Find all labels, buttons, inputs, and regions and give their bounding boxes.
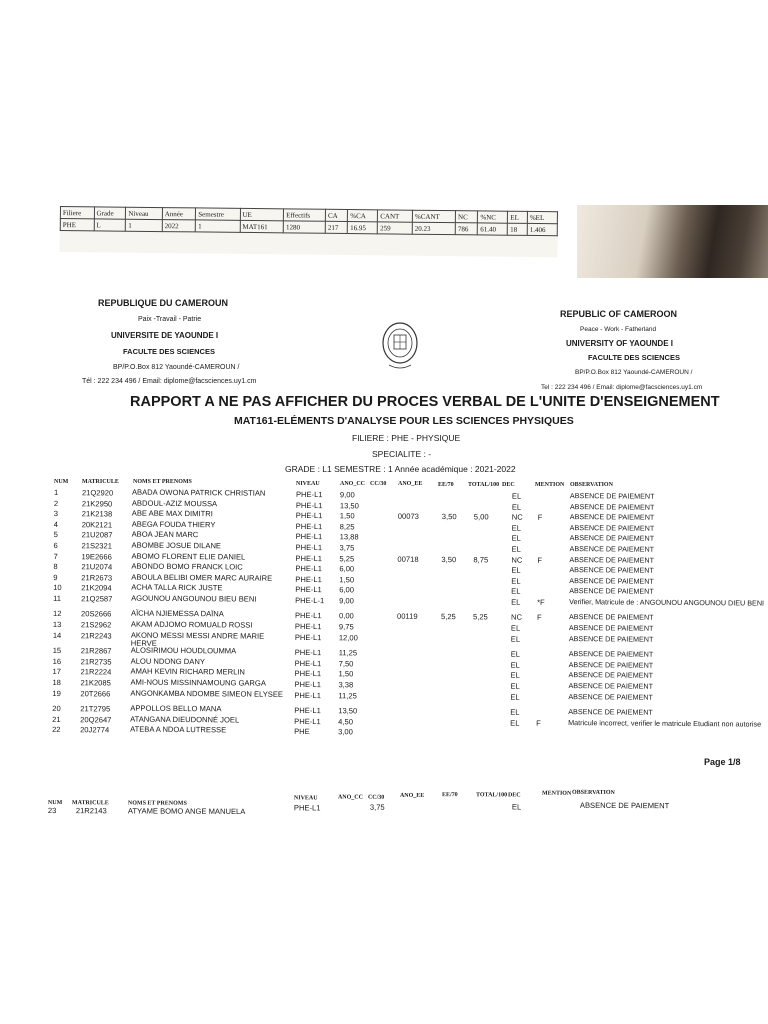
student-table [50, 488, 768, 741]
cell-name: AÏCHA NJIEMESSA DAÏNA [130, 609, 224, 619]
summary-value-cell: 18 [508, 223, 528, 235]
cell-mention: *F [537, 597, 545, 607]
cell-cc: 3,38 [338, 680, 354, 690]
summary-header-cell: Niveau [126, 207, 162, 219]
cell-dec: EL [510, 670, 520, 680]
cell-cc: 1,50 [338, 669, 354, 679]
university-seal-icon [381, 317, 419, 375]
course-title: MAT161-ELÉMENTS D'ANALYSE POUR LES SCIENCES PHYSIQUES [234, 415, 574, 427]
cell-num: 12 [52, 609, 62, 619]
col-observation-2: OBSERVATION [571, 789, 615, 796]
cell-ano-ee: 00073 [397, 511, 419, 522]
motto-en: Peace - Work - Fatherland [580, 326, 657, 333]
cell-niveau: PHE-L1 [294, 690, 322, 700]
cell-matricule: 20J2774 [80, 725, 110, 735]
col-num: NUM [54, 479, 69, 485]
cell-cc: 13,88 [339, 532, 359, 542]
col-matricule-2: MATRICULE [71, 800, 109, 807]
cell-niveau: PHE-L1 [293, 803, 321, 813]
col-dec-2: DEC [507, 792, 521, 799]
cell-num: 15 [52, 646, 62, 656]
summary-header-cell: %NC [478, 211, 508, 223]
cell-num: 3 [53, 509, 59, 519]
summary-header-cell: Année [162, 208, 196, 220]
cell-dec: EL [511, 523, 522, 533]
cell-matricule: 21K2138 [81, 509, 113, 519]
cell-num: 23 [47, 805, 57, 816]
cell-cc: 12,00 [338, 632, 358, 643]
cell-name: APPOLLOS BELLO MANA [130, 703, 222, 714]
cell-name: AKAM ADJOMO ROMUALD ROSSI [130, 619, 253, 630]
cell-cc: 4,50 [338, 716, 353, 726]
summary-value-cell: 2022 [162, 220, 196, 232]
cell-mention: F [537, 513, 543, 523]
cell-cc: 7,50 [338, 658, 354, 669]
cell-matricule: 21R2673 [81, 572, 113, 583]
cell-matricule: 21Q2587 [81, 594, 113, 604]
cell-cc: 11,25 [338, 648, 358, 658]
country-fr: REPUBLIQUE DU CAMEROUN [98, 298, 229, 308]
col-mention-2: MENTION [541, 790, 572, 797]
summary-value-cell: 217 [325, 221, 347, 233]
col-cc: CC/30 [370, 481, 387, 487]
specialite: SPECIALITE : - [372, 449, 432, 459]
cell-dec: EL [511, 576, 521, 586]
cell-niveau: PHE-L1 [294, 679, 322, 690]
cell-dec: NC [511, 555, 523, 565]
cell-cc: 1,50 [339, 575, 355, 585]
summary-value-cell: PHE [60, 219, 94, 231]
cell-cc: 13,50 [339, 500, 359, 511]
cell-num: 6 [53, 540, 58, 551]
cell-observation: ABSENCE DE PAIEMENT [568, 623, 654, 633]
cell-observation: ABSENCE DE PAIEMENT [569, 544, 655, 554]
cell-matricule: 21S2962 [80, 620, 112, 630]
country-en: REPUBLIC OF CAMEROON [560, 309, 677, 319]
cell-niveau: PHE-L1 [295, 521, 323, 531]
cell-name: ATANGANA DIEUDONNÉ JOEL [130, 714, 240, 725]
cell-dec: EL [511, 802, 522, 812]
cell-dec: EL [511, 491, 522, 501]
col-noms: NOMS ET PRENOMS [133, 479, 192, 485]
cell-ee: 3,50 [441, 554, 457, 564]
cell-name: ATEBA A NDOA LUTRESSE [130, 724, 227, 735]
cell-observation: ABSENCE DE PAIEMENT [568, 691, 653, 702]
cell-dec: NC [511, 512, 523, 522]
cell-niveau: PHE-L1 [295, 553, 323, 563]
cell-name: ABEGA FOUDA THIERY [131, 519, 216, 530]
col-ee: EE/70 [438, 482, 454, 488]
cell-cc: 3,75 [369, 802, 385, 812]
cell-num: 2 [53, 498, 59, 508]
cell-cc: 6,00 [339, 564, 355, 574]
cell-observation: ABSENCE DE PAIEMENT [569, 565, 654, 575]
cell-name: ABOA JEAN MARC [131, 530, 199, 540]
university-en: UNIVERSITY OF YAOUNDE I [566, 339, 673, 348]
cell-observation: ABSENCE DE PAIEMENT [569, 554, 655, 565]
cell-num: 14 [52, 630, 62, 640]
cell-cc: 8,25 [339, 522, 355, 532]
faculty-en: FACULTE DES SCIENCES [588, 353, 680, 362]
cell-cc: 11,25 [338, 690, 357, 700]
cell-ee: 3,50 [441, 512, 457, 522]
cell-observation: ABSENCE DE PAIEMENT [569, 512, 655, 522]
cell-matricule: 20T2666 [80, 688, 111, 698]
summary-value-cell: L [94, 219, 126, 231]
cell-name: AMI-NOUS MISSINNAMOUNG GARGA [130, 677, 266, 688]
grade-semester-year: GRADE : L1 SEMESTRE : 1 Année académique : 2021-2022 [285, 464, 516, 474]
summary-header-cell: Semestre [196, 208, 240, 220]
cell-matricule: 21S2321 [81, 541, 112, 551]
cell-dec: EL [511, 597, 521, 607]
cell-cc: 6,00 [339, 585, 355, 595]
cell-niveau: PHE-L1 [294, 621, 322, 632]
cell-num: 21 [52, 714, 61, 724]
cell-num: 8 [53, 562, 58, 572]
col-ano-cc: ANO_CC [340, 481, 365, 487]
cell-matricule: 21K2950 [81, 498, 113, 509]
cell-dec: NC [510, 613, 523, 623]
cell-niveau: PHE-L1 [294, 658, 322, 668]
col-ano-cc-2: ANO_CC [337, 794, 363, 801]
col-ee-2: EE/70 [441, 792, 458, 799]
cell-niveau: PHE-L1 [295, 500, 323, 510]
cell-matricule: 21K2085 [80, 678, 111, 688]
report-title: RAPPORT A NE PAS AFFICHER DU PROCES VERBAL DE L'UNITE D'ENSEIGNEMENT [130, 394, 720, 410]
summary-header-cell: CA [325, 209, 347, 221]
cell-num: 11 [53, 593, 62, 604]
cell-cc: 0,00 [338, 611, 354, 621]
col-total: TOTAL/100 [468, 482, 500, 488]
cell-observation: Matricule incorrect, verifier le matricule Etudiant non autorise [568, 717, 762, 729]
summary-header-cell: Grade [94, 207, 126, 219]
cell-num: 22 [52, 725, 61, 735]
cell-mention: F [536, 718, 541, 728]
cell-num: 1 [53, 488, 59, 498]
page-number: Page 1/8 [704, 757, 741, 767]
summary-value-cell: 61.40 [478, 223, 508, 235]
cell-name: ANGONKAMBA NDOMBE SIMEON ELYSEE [130, 688, 284, 699]
summary-header-cell: CANT [378, 210, 413, 222]
cell-num: 18 [52, 677, 61, 687]
cell-observation: ABSENCE DE PAIEMENT [569, 501, 655, 512]
cell-matricule: 21R2143 [75, 806, 107, 816]
summary-value-cell: MAT161 [240, 220, 284, 232]
col-ano-ee: ANO_EE [398, 481, 423, 487]
cell-cc: 9,75 [338, 622, 354, 632]
cell-name: ALOSIRIMOU HOUDLOUMMA [130, 645, 237, 656]
cell-observation: ABSENCE DE PAIEMENT [568, 612, 654, 623]
summary-value-cell: 20.23 [412, 222, 455, 234]
cell-matricule: 20K2121 [81, 520, 113, 530]
cell-niveau: PHE-L1 [294, 669, 322, 679]
cell-niveau: PHE-L1 [295, 585, 322, 595]
cell-niveau: PHE-L1 [294, 632, 322, 642]
col-niveau-2: NIVEAU [293, 795, 318, 802]
filiere: FILIERE : PHE - PHYSIQUE [352, 433, 461, 443]
cell-observation: ABSENCE DE PAIEMENT [569, 491, 655, 501]
cell-observation: ABSENCE DE PAIEMENT [569, 533, 655, 544]
contact-fr: Tél : 222 234 496 / Email: diplome@facsciences.uy1.cm [82, 378, 257, 385]
cell-dec: EL [510, 692, 520, 702]
cell-cc: 9,00 [339, 490, 355, 500]
cell-dec: EL [510, 634, 521, 644]
cell-observation: ABSENCE DE PAIEMENT [568, 680, 654, 691]
cell-matricule: 21T2795 [80, 704, 111, 714]
cell-observation: ABSENCE DE PAIEMENT [569, 575, 654, 586]
cell-cc: 1,50 [339, 511, 355, 521]
cell-observation: Verifier, Matricule de : ANGOUNOU ANGOUNOU DIEU BENI [569, 597, 765, 608]
cell-num: 9 [53, 572, 58, 582]
cell-mention: F [537, 555, 543, 565]
col-dec: DEC [502, 482, 515, 488]
cell-matricule: 21R2867 [80, 646, 112, 656]
col-niveau: NIVEAU [296, 481, 320, 487]
cell-dec: EL [510, 660, 520, 670]
summary-header-cell: UE [240, 208, 284, 220]
cell-total: 5,25 [472, 612, 488, 622]
cell-niveau: PHE-L-1 [295, 595, 325, 606]
cell-name: ABOMBE JOSUE DILANE [131, 540, 222, 551]
col-observation: OBSERVATION [570, 482, 613, 488]
cell-niveau: PHE-L1 [295, 489, 323, 500]
cell-num: 13 [52, 620, 62, 630]
cell-ano-ee: 00119 [396, 612, 418, 622]
summary-header-cell: EL [508, 211, 528, 223]
cell-cc: 13,50 [338, 706, 358, 716]
summary-value-cell: 786 [455, 223, 477, 235]
cell-matricule: 21R2224 [80, 667, 112, 677]
col-total-2: TOTAL/100 [475, 792, 508, 799]
cell-observation: ABSENCE DE PAIEMENT [568, 707, 653, 717]
cell-matricule: 21K2094 [81, 583, 112, 593]
cell-name: ALOU NDONG DANY [130, 656, 205, 666]
summary-header-cell: %CA [348, 210, 378, 222]
cell-dec: EL [510, 623, 521, 633]
summary-header-cell: %CANT [412, 210, 455, 222]
cell-dec: EL [511, 533, 521, 544]
cell-niveau: PHE-L1 [294, 716, 321, 726]
next-page-strip [48, 786, 768, 822]
summary-header-cell: %EL [527, 211, 557, 223]
cell-name: AKONO MESSI MESSI ANDRE MARIE HERVE [130, 630, 265, 648]
summary-value-cell: 1 [126, 219, 162, 231]
cell-cc: 3,75 [339, 543, 355, 553]
cell-observation: ABSENCE DE PAIEMENT [579, 800, 670, 811]
cell-dec: EL [510, 681, 520, 691]
cell-name: AGOUNOU ANGOUNOU BIEU BENI [131, 593, 257, 604]
cell-matricule: 21U2087 [81, 530, 113, 540]
cell-num: 7 [53, 551, 58, 561]
cell-matricule: 21U2074 [81, 562, 113, 572]
cell-matricule: 19E2666 [81, 551, 112, 562]
cell-name: ABOMO FLORENT ELIE DANIEL [131, 551, 246, 562]
col-mention: MENTION [535, 482, 565, 488]
cell-dec: EL [511, 502, 522, 512]
cell-observation: ABSENCE DE PAIEMENT [568, 670, 654, 681]
cell-num: 10 [53, 583, 62, 593]
summary-header-cell: Filiere [60, 207, 94, 219]
cell-num: 5 [53, 530, 58, 540]
cell-cc: 5,25 [339, 553, 355, 563]
cell-name: ACHA TALLA RICK JUSTE [131, 582, 223, 593]
motto-fr: Paix -Travail - Patrie [138, 316, 202, 323]
cell-observation: ABSENCE DE PAIEMENT [569, 522, 655, 533]
cell-name: ABOULA BELIBI OMER MARC AURAIRE [131, 572, 273, 583]
cell-num: 4 [53, 519, 58, 529]
cell-observation: ABSENCE DE PAIEMENT [568, 659, 654, 670]
cell-niveau: PHE-L1 [294, 648, 322, 658]
cell-dec: EL [510, 718, 520, 728]
cell-observation: ABSENCE DE PAIEMENT [568, 649, 654, 659]
col-matricule: MATRICULE [82, 479, 119, 485]
faculty-fr: FACULTE DES SCIENCES [123, 347, 215, 356]
cell-observation: ABSENCE DE PAIEMENT [569, 586, 654, 597]
cell-matricule: 21Q2920 [81, 488, 114, 498]
cell-niveau: PHE [294, 727, 310, 737]
cell-matricule: 21R2243 [80, 630, 112, 641]
cell-niveau: PHE-L1 [295, 574, 322, 584]
summary-value-cell: 1 [196, 220, 240, 232]
cell-name: ABADA OWONA PATRICK CHRISTIAN [131, 487, 266, 498]
cell-matricule: 20Q2647 [80, 714, 112, 725]
summary-table [60, 206, 558, 257]
summary-value-cell: 259 [378, 222, 413, 234]
summary-value-cell: 1280 [283, 221, 325, 233]
cell-matricule: 21R2735 [80, 656, 112, 667]
cell-total: 8,75 [473, 554, 489, 564]
cell-ano-ee: 00718 [397, 554, 419, 564]
address-en: BP/P.O.Box 812 Yaoundé-CAMEROUN / [575, 369, 693, 376]
cell-niveau: PHE-L1 [294, 611, 322, 621]
cell-cc: 9,00 [339, 596, 354, 606]
cell-num: 16 [52, 656, 62, 666]
cell-num: 19 [52, 688, 61, 698]
cell-niveau: PHE-L1 [295, 564, 323, 574]
summary-header-cell: NC [455, 211, 477, 223]
cell-dec: EL [510, 649, 521, 659]
cell-cc: 3,00 [338, 727, 353, 737]
col-ano-ee-2: ANO_EE [399, 792, 425, 799]
background-photo [577, 205, 768, 278]
contact-en: Tel : 222 234 496 / Email: diplome@facsciences.uy1.cm [541, 384, 703, 391]
cell-name: ABONDO BOMO FRANCK LOIC [131, 561, 243, 572]
cell-niveau: PHE-L1 [295, 542, 323, 553]
cell-ee: 5,25 [440, 612, 456, 622]
cell-total: 5,00 [473, 512, 489, 522]
cell-mention: F [536, 613, 542, 623]
cell-niveau: PHE-L1 [295, 532, 323, 542]
address-fr: BP/P.O.Box 812 Yaoundé-CAMEROUN / [113, 364, 240, 371]
col-cc-2: CC/30 [367, 794, 385, 801]
summary-header-cell: Effectifs [284, 209, 326, 221]
cell-observation: ABSENCE DE PAIEMENT [568, 633, 654, 644]
cell-niveau: PHE-L1 [295, 511, 323, 521]
cell-dec: EL [510, 707, 520, 717]
cell-name: ATYAME BOMO ANGE MANUELA [127, 806, 246, 817]
cell-dec: EL [511, 565, 521, 575]
cell-name: ABDOUL-AZIZ MOUSSA [131, 498, 218, 508]
cell-matricule: 20S2666 [80, 609, 112, 619]
cell-name: ABE ABE MAX DIMITRI [131, 508, 213, 519]
cell-num: 20 [52, 704, 61, 714]
cell-name: AMAH KEVIN RICHARD MERLIN [130, 666, 245, 677]
cell-num: 17 [52, 667, 62, 677]
col-num-2: NUM [47, 799, 63, 807]
col-noms-2: NOMS ET PRENOMS [127, 800, 187, 807]
university-fr: UNIVERSITE DE YAOUNDE I [111, 331, 219, 340]
cell-dec: EL [511, 586, 521, 597]
summary-value-cell: 16.95 [348, 222, 378, 234]
summary-value-cell: 1.406 [527, 223, 557, 235]
cell-dec: EL [511, 544, 521, 554]
cell-niveau: PHE-L1 [294, 705, 321, 716]
